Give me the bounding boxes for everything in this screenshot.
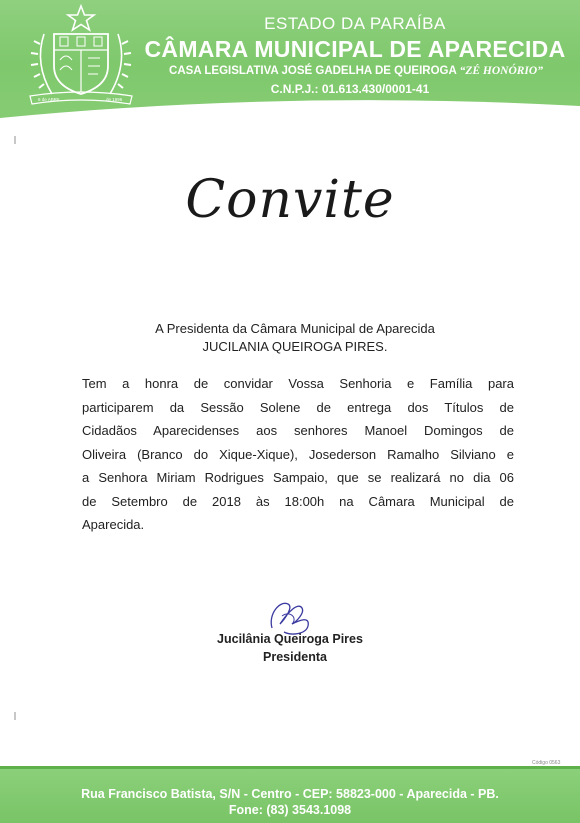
state-name: ESTADO DA PARAÍBA	[264, 14, 446, 33]
footer-phone: Fone: (83) 3543.1098	[228, 803, 352, 817]
legislative-house-name	[140, 65, 572, 77]
intro-line-1: A Presidenta da Câmara Municipal de Aparecida	[155, 321, 435, 336]
emblem-ribbon-left: 6 de ABRIL	[38, 97, 61, 102]
body-line: participarem da Sessão Solene de entrega dos Títulos de	[82, 399, 514, 415]
form-code: Código 0563	[532, 760, 561, 766]
body-line: Aparecida.	[82, 517, 145, 532]
house-name-prefix: CASA LEGISLATIVA JOSÉ GADELHA DE QUEIROGA	[169, 65, 460, 77]
body-line: Oliveira (Branco do Xique-Xique), Josederson Ramalho Silviano e	[82, 446, 514, 462]
footer	[0, 766, 580, 823]
house-nickname: “ZÉ HONÓRIO”	[459, 65, 543, 77]
municipal-coat-of-arms-icon	[26, 4, 136, 106]
body-line: a Senhora Miriam Rodrigues Sampaio, que se realizará no dia 06	[82, 470, 514, 485]
footer-address: Rua Francisco Batista, S/N - Centro - CEP: 58823-000 - Aparecida - PB.	[81, 787, 499, 801]
body-line: Cidadãos Aparecidenses aos senhores Manoel Domingos de	[82, 423, 514, 438]
cnpj: C.N.P.J.: 01.613.430/0001-41	[270, 82, 430, 96]
body-line: Tem a honra de convidar Vossa Senhoria e Família para	[82, 376, 514, 391]
intro-block	[60, 320, 530, 356]
scan-mark	[14, 136, 16, 144]
emblem-ribbon-right: de 1996	[106, 97, 123, 102]
signatory-name: Jucilânia Queiroga Pires	[217, 632, 363, 646]
invitation-title: Convite	[185, 170, 395, 230]
letterhead	[0, 0, 580, 122]
chamber-name: CÂMARA MUNICIPAL DE APARECIDA	[144, 36, 566, 62]
body-line: de Setembro de 2018 às 18:00h na Câmara Municipal de	[82, 493, 514, 509]
intro-line-2: JUCILANIA QUEIROGA PIRES.	[202, 339, 388, 354]
invitation-body	[82, 372, 514, 537]
signatory-role: Presidenta	[263, 650, 327, 664]
scan-mark	[14, 712, 16, 720]
